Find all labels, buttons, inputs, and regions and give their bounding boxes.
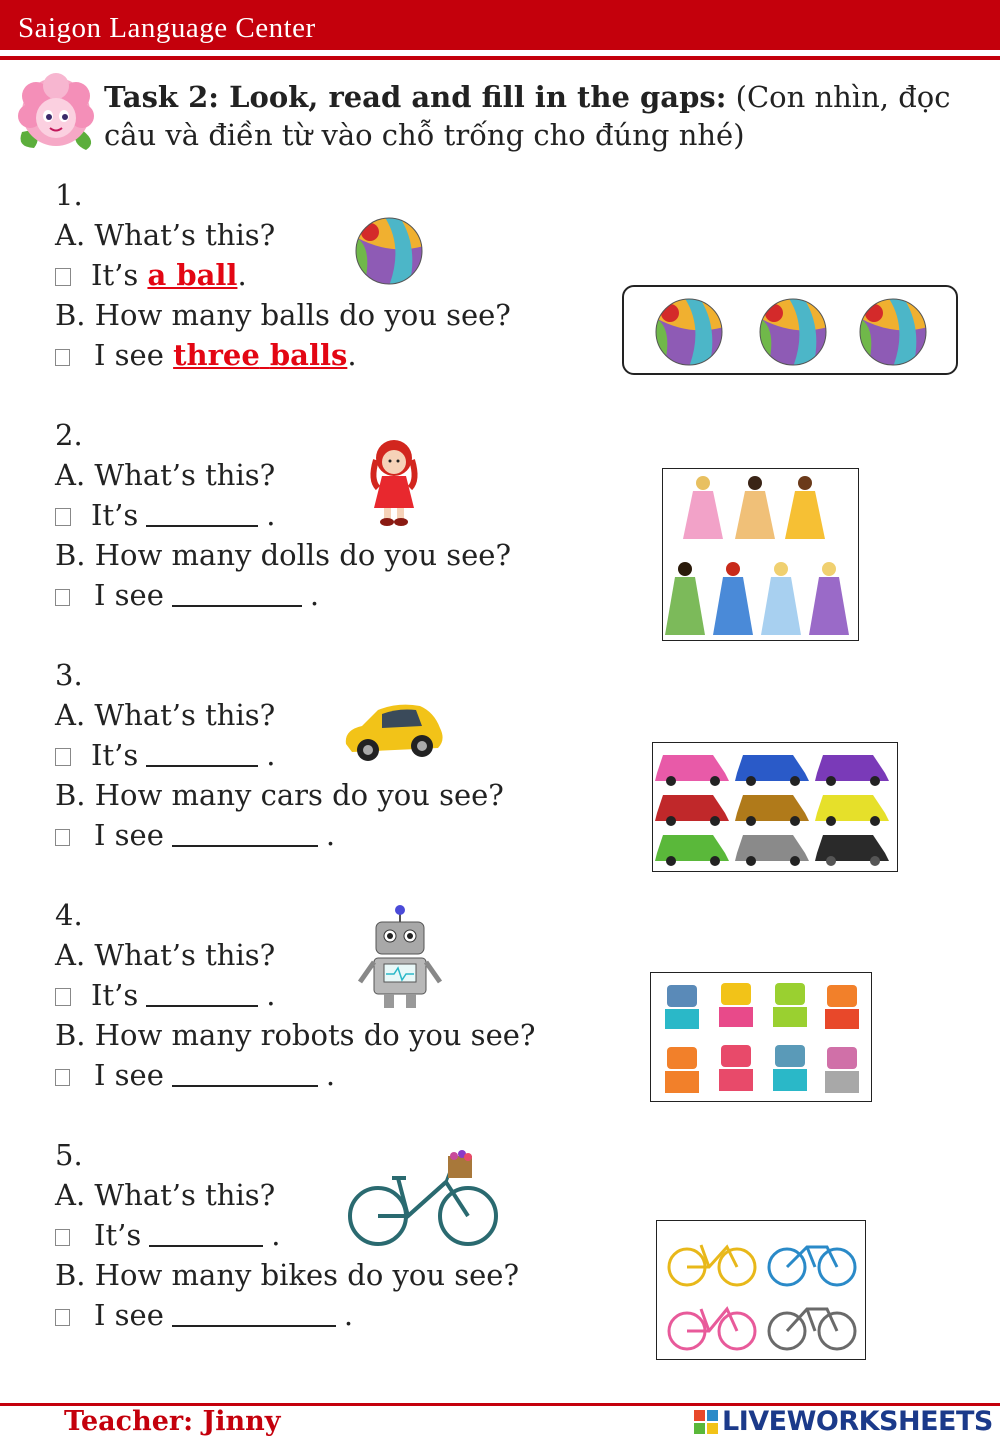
ball-icon xyxy=(354,216,424,286)
bikes-group-icon xyxy=(657,1221,865,1359)
question-b: B. How many cars do you see? xyxy=(55,778,504,812)
answer-checkbox[interactable] xyxy=(55,589,70,606)
answer-b-field[interactable] xyxy=(172,1303,336,1327)
dolls-picture-frame xyxy=(662,468,859,641)
cars-picture-frame xyxy=(652,742,898,872)
answer-a-field[interactable]: a ball xyxy=(147,258,238,292)
answer-checkbox[interactable] xyxy=(55,1069,70,1086)
question-b: B. How many dolls do you see? xyxy=(55,538,512,572)
question-a: A. What’s this? xyxy=(55,938,276,972)
question-2: 2. A. What’s this? It’s . B. How many dolls do you see? I see . xyxy=(55,415,511,615)
answer-a-field[interactable] xyxy=(146,743,258,767)
question-b: B. How many bikes do you see? xyxy=(55,1258,520,1292)
question-3: 3. A. What’s this? It’s . B. How many cars do you see? I see . xyxy=(55,655,504,855)
liveworksheets-logo-icon xyxy=(692,1408,720,1436)
question-number: 4. xyxy=(55,898,83,932)
liveworksheets-brand[interactable] xyxy=(692,1406,993,1437)
answer-checkbox[interactable] xyxy=(55,268,71,286)
question-1: 1. A. What’s this? It’s a ball . B. How many balls do you see? I see three balls . xyxy=(55,175,511,375)
header-bar xyxy=(0,0,1000,50)
question-number: 1. xyxy=(55,178,83,212)
teacher-name: Teacher: Jinny xyxy=(64,1406,281,1437)
answer-a-field[interactable] xyxy=(146,983,258,1007)
task-title xyxy=(104,78,984,154)
dolls-group-icon xyxy=(663,469,858,640)
question-a: A. What’s this? xyxy=(55,1178,276,1212)
question-a: A. What’s this? xyxy=(55,698,276,732)
question-a: A. What’s this? xyxy=(55,218,276,252)
answer-a-field[interactable] xyxy=(149,1223,263,1247)
bicycle-icon xyxy=(348,1148,498,1248)
answer-checkbox[interactable] xyxy=(55,1309,70,1326)
answer-checkbox[interactable] xyxy=(55,988,71,1006)
bikes-picture-frame xyxy=(656,1220,866,1360)
ball-icon xyxy=(858,297,928,367)
its-label: It’s xyxy=(94,1218,142,1252)
robots-picture-frame xyxy=(650,972,872,1102)
question-b: B. How many robots do you see? xyxy=(55,1018,536,1052)
isee-label: I see xyxy=(94,338,164,372)
ball-icon xyxy=(758,297,828,367)
question-number: 5. xyxy=(55,1138,83,1172)
answer-checkbox[interactable] xyxy=(55,748,71,766)
brand-name: LIVEWORKSHEETS xyxy=(722,1406,993,1437)
its-label: It’s xyxy=(91,978,139,1012)
answer-checkbox[interactable] xyxy=(55,1229,70,1246)
robot-icon xyxy=(354,904,446,1012)
task-title-bold: Task 2: Look, read and fill in the gaps: xyxy=(104,80,727,114)
question-4: 4. A. What’s this? It’s . B. How many robots do you see? I see . xyxy=(55,895,535,1095)
its-label: It’s xyxy=(91,738,139,772)
robots-group-icon xyxy=(651,973,871,1101)
flower-mascot-icon xyxy=(12,72,100,154)
header-title: Saigon Language Center xyxy=(18,12,316,44)
header-divider xyxy=(0,56,1000,60)
question-a: A. What’s this? xyxy=(55,458,276,492)
isee-label: I see xyxy=(94,578,164,612)
question-number: 2. xyxy=(55,418,83,452)
question-5: 5. A. What’s this? It’s . B. How many bikes do you see? I see . xyxy=(55,1135,519,1335)
question-b: B. How many balls do you see? xyxy=(55,298,511,332)
answer-b-field[interactable]: three balls xyxy=(173,338,348,372)
doll-icon xyxy=(364,436,424,528)
cars-group-icon xyxy=(653,743,897,871)
its-label: It’s xyxy=(91,498,139,532)
ball-icon xyxy=(654,297,724,367)
answer-checkbox[interactable] xyxy=(55,349,70,366)
isee-label: I see xyxy=(94,818,164,852)
balls-picture-frame xyxy=(622,285,958,375)
answer-a-field[interactable] xyxy=(146,503,258,527)
answer-b-field[interactable] xyxy=(172,583,302,607)
answer-b-field[interactable] xyxy=(172,823,318,847)
isee-label: I see xyxy=(94,1298,164,1332)
car-icon xyxy=(342,700,446,766)
task-title-instruction: (Con nhìn, đọc câu và điền từ vào chỗ trống cho đúng nhé) xyxy=(104,80,951,152)
isee-label: I see xyxy=(94,1058,164,1092)
its-label: It’s xyxy=(91,258,139,292)
answer-checkbox[interactable] xyxy=(55,829,70,846)
question-number: 3. xyxy=(55,658,83,692)
answer-checkbox[interactable] xyxy=(55,508,71,526)
answer-b-field[interactable] xyxy=(172,1063,318,1087)
